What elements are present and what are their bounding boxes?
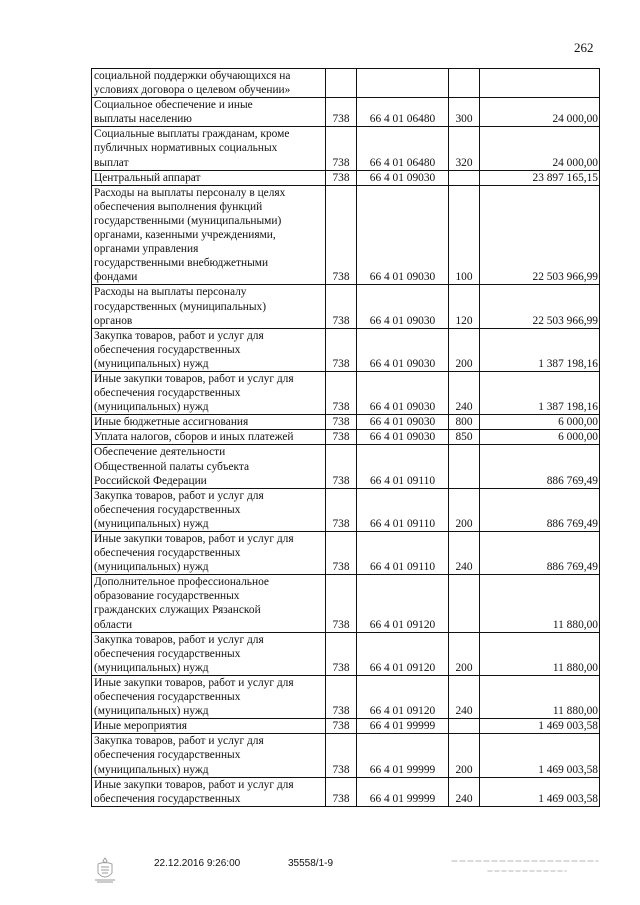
amount: 24 000,00 xyxy=(480,98,600,127)
row-name xyxy=(92,430,326,445)
table-row xyxy=(92,532,600,575)
expense-type-code: 240 xyxy=(449,371,480,414)
row-name-line: (муниципальных) нужд xyxy=(94,357,209,370)
table-row xyxy=(92,445,600,488)
target-article-code: 66 4 01 09110 xyxy=(357,532,449,575)
table-row xyxy=(92,575,600,632)
row-name-line: обеспечения государственных xyxy=(94,749,241,762)
footer-faint-stamp xyxy=(448,855,608,877)
expense-type-code: 200 xyxy=(449,488,480,531)
row-name xyxy=(92,371,326,414)
row-name xyxy=(92,575,326,632)
target-article-code: 66 4 01 09110 xyxy=(357,445,449,488)
row-name-line: Уплата налогов, сборов и иных платежей xyxy=(94,431,294,444)
row-name xyxy=(92,675,326,718)
table-row xyxy=(92,675,600,718)
ministry-code: 738 xyxy=(326,371,357,414)
row-name-line: Закупка товаров, работ и услуг для xyxy=(94,735,264,748)
target-article-code: 66 4 01 06480 xyxy=(357,127,449,170)
target-article-code: 66 4 01 09110 xyxy=(357,488,449,531)
row-name-line: государственными (муниципальными) xyxy=(94,214,282,227)
expense-type-code xyxy=(449,69,480,98)
target-article-code xyxy=(357,69,449,98)
ministry-code: 738 xyxy=(326,328,357,371)
table-row xyxy=(92,415,600,430)
target-article-code: 66 4 01 09030 xyxy=(357,415,449,430)
row-name xyxy=(92,98,326,127)
row-name-line: обеспечения государственных xyxy=(94,343,241,356)
row-name xyxy=(92,185,326,285)
amount xyxy=(480,69,600,98)
expense-type-code: 200 xyxy=(449,328,480,371)
table-body xyxy=(92,69,600,807)
ministry-code: 738 xyxy=(326,632,357,675)
row-name-line: органами, казенными учреждениями, xyxy=(94,229,276,242)
row-name xyxy=(92,127,326,170)
table-row xyxy=(92,69,600,98)
row-name-line: (муниципальных) нужд xyxy=(94,763,209,776)
amount: 1 387 198,16 xyxy=(480,328,600,371)
row-name-line: Российской Федерации xyxy=(94,474,207,487)
row-name-line: (муниципальных) нужд xyxy=(94,561,209,574)
row-name-line: выплаты населению xyxy=(94,113,192,126)
expense-type-code: 120 xyxy=(449,285,480,328)
ministry-code: 738 xyxy=(326,170,357,185)
amount: 1 387 198,16 xyxy=(480,371,600,414)
row-name-line: государственными внебюджетными xyxy=(94,257,269,270)
amount: 24 000,00 xyxy=(480,127,600,170)
target-article-code: 66 4 01 09030 xyxy=(357,170,449,185)
ministry-code: 738 xyxy=(326,185,357,285)
amount: 22 503 966,99 xyxy=(480,285,600,328)
amount: 11 880,00 xyxy=(480,675,600,718)
target-article-code: 66 4 01 09030 xyxy=(357,285,449,328)
target-article-code: 66 4 01 09120 xyxy=(357,675,449,718)
row-name-line: (муниципальных) нужд xyxy=(94,705,209,718)
expense-type-code: 800 xyxy=(449,415,480,430)
row-name-line: (муниципальных) нужд xyxy=(94,401,209,414)
row-name-line: Социальное обеспечение и иные xyxy=(94,99,253,112)
row-name-line: Иные закупки товаров, работ и услуг для xyxy=(94,676,294,689)
row-name-line: Социальные выплаты гражданам, кроме xyxy=(94,128,290,141)
ministry-code xyxy=(326,69,357,98)
row-name-line: образование государственных xyxy=(94,590,240,603)
table-row xyxy=(92,430,600,445)
expense-type-code: 200 xyxy=(449,632,480,675)
row-name-line: Иные мероприятия xyxy=(94,720,187,733)
amount: 11 880,00 xyxy=(480,632,600,675)
row-name-line: Закупка товаров, работ и услуг для xyxy=(94,633,264,646)
row-name xyxy=(92,445,326,488)
target-article-code: 66 4 01 09120 xyxy=(357,575,449,632)
ministry-code: 738 xyxy=(326,285,357,328)
ministry-code: 738 xyxy=(326,430,357,445)
row-name xyxy=(92,632,326,675)
ministry-code: 738 xyxy=(326,98,357,127)
target-article-code: 66 4 01 99999 xyxy=(357,777,449,806)
ministry-code: 738 xyxy=(326,719,357,734)
row-name-line: обеспечения государственных xyxy=(94,647,241,660)
amount: 886 769,49 xyxy=(480,488,600,531)
row-name-line: Расходы на выплаты персоналу в целях xyxy=(94,186,286,199)
ministry-code: 738 xyxy=(326,127,357,170)
amount: 886 769,49 xyxy=(480,532,600,575)
expense-type-code xyxy=(449,575,480,632)
amount: 1 469 003,58 xyxy=(480,734,600,777)
target-article-code: 66 4 01 99999 xyxy=(357,719,449,734)
table-row xyxy=(92,371,600,414)
ministry-code: 738 xyxy=(326,675,357,718)
expense-type-code: 320 xyxy=(449,127,480,170)
amount: 22 503 966,99 xyxy=(480,185,600,285)
row-name-line: обеспечения государственных xyxy=(94,503,241,516)
row-name-line: органами управления xyxy=(94,243,199,256)
row-name-line: Расходы на выплаты персоналу xyxy=(94,286,247,299)
row-name-line: условиях договора о целевом обучении» xyxy=(94,84,291,97)
row-name xyxy=(92,777,326,806)
amount: 6 000,00 xyxy=(480,430,600,445)
row-name xyxy=(92,170,326,185)
row-name-line: Закупка товаров, работ и услуг для xyxy=(94,489,264,502)
row-name-line: Обеспечение деятельности xyxy=(94,446,226,459)
row-name xyxy=(92,488,326,531)
table-row xyxy=(92,285,600,328)
row-name-line: Общественной палаты субъекта xyxy=(94,460,250,473)
row-name-line: органов xyxy=(94,314,133,327)
table-row xyxy=(92,127,600,170)
row-name xyxy=(92,328,326,371)
amount: 886 769,49 xyxy=(480,445,600,488)
target-article-code: 66 4 01 09030 xyxy=(357,430,449,445)
ministry-code: 738 xyxy=(326,445,357,488)
expense-type-code: 240 xyxy=(449,675,480,718)
target-article-code: 66 4 01 06480 xyxy=(357,98,449,127)
expense-type-code: 300 xyxy=(449,98,480,127)
table-row xyxy=(92,719,600,734)
row-name-line: Дополнительное профессиональное xyxy=(94,576,269,589)
row-name-line: публичных нормативных социальных xyxy=(94,142,278,155)
target-article-code: 66 4 01 09030 xyxy=(357,185,449,285)
expense-type-code: 240 xyxy=(449,532,480,575)
row-name-line: Иные бюджетные ассигнования xyxy=(94,416,249,429)
row-name-line: социальной поддержки обучающихся на xyxy=(94,70,291,82)
row-name-line: обеспечения выполнения функций xyxy=(94,200,263,213)
row-name-line: Закупка товаров, работ и услуг для xyxy=(94,329,264,342)
expense-type-code: 850 xyxy=(449,430,480,445)
row-name-line: обеспечения государственных xyxy=(94,547,241,560)
footer-date: 22.12.2016 9:26:00 xyxy=(154,858,241,869)
expense-type-code xyxy=(449,719,480,734)
ministry-code: 738 xyxy=(326,532,357,575)
amount: 1 469 003,58 xyxy=(480,777,600,806)
row-name-line: государственных (муниципальных) xyxy=(94,300,267,313)
target-article-code: 66 4 01 09030 xyxy=(357,371,449,414)
expense-type-code: 240 xyxy=(449,777,480,806)
row-name xyxy=(92,532,326,575)
target-article-code: 66 4 01 09030 xyxy=(357,328,449,371)
coat-of-arms-icon xyxy=(92,856,118,884)
table-row xyxy=(92,98,600,127)
row-name-line: (муниципальных) нужд xyxy=(94,517,209,530)
row-name-line: выплат xyxy=(94,156,129,169)
row-name-line: обеспечения государственных xyxy=(94,387,241,400)
row-name-line: обеспечения государственных xyxy=(94,691,241,704)
row-name-line: Центральный аппарат xyxy=(94,171,201,184)
amount: 23 897 165,15 xyxy=(480,170,600,185)
row-name-line: обеспечения государственных xyxy=(94,792,241,805)
expense-type-code xyxy=(449,445,480,488)
row-name-line: фондами xyxy=(94,271,138,284)
expense-type-code: 200 xyxy=(449,734,480,777)
ministry-code: 738 xyxy=(326,488,357,531)
table-row xyxy=(92,170,600,185)
table-row xyxy=(92,632,600,675)
row-name xyxy=(92,415,326,430)
amount: 6 000,00 xyxy=(480,415,600,430)
expense-type-code xyxy=(449,170,480,185)
table-row xyxy=(92,777,600,806)
row-name xyxy=(92,734,326,777)
expense-type-code: 100 xyxy=(449,185,480,285)
footer-doc-number: 35558/1-9 xyxy=(288,858,334,869)
row-name-line: (муниципальных) нужд xyxy=(94,661,209,674)
ministry-code: 738 xyxy=(326,415,357,430)
ministry-code: 738 xyxy=(326,575,357,632)
row-name-line: Иные закупки товаров, работ и услуг для xyxy=(94,778,294,791)
target-article-code: 66 4 01 09120 xyxy=(357,632,449,675)
row-name xyxy=(92,285,326,328)
table-row xyxy=(92,488,600,531)
ministry-code: 738 xyxy=(326,734,357,777)
budget-table xyxy=(91,68,600,807)
row-name-line: гражданских служащих Рязанской xyxy=(94,604,261,617)
row-name xyxy=(92,69,326,98)
amount: 1 469 003,58 xyxy=(480,719,600,734)
amount: 11 880,00 xyxy=(480,575,600,632)
row-name-line: Иные закупки товаров, работ и услуг для xyxy=(94,372,294,385)
page-number: 262 xyxy=(574,40,594,55)
table-row xyxy=(92,185,600,285)
row-name-line: области xyxy=(94,618,133,631)
target-article-code: 66 4 01 99999 xyxy=(357,734,449,777)
table-row xyxy=(92,328,600,371)
table-row xyxy=(92,734,600,777)
row-name xyxy=(92,719,326,734)
row-name-line: Иные закупки товаров, работ и услуг для xyxy=(94,533,294,545)
ministry-code: 738 xyxy=(326,777,357,806)
